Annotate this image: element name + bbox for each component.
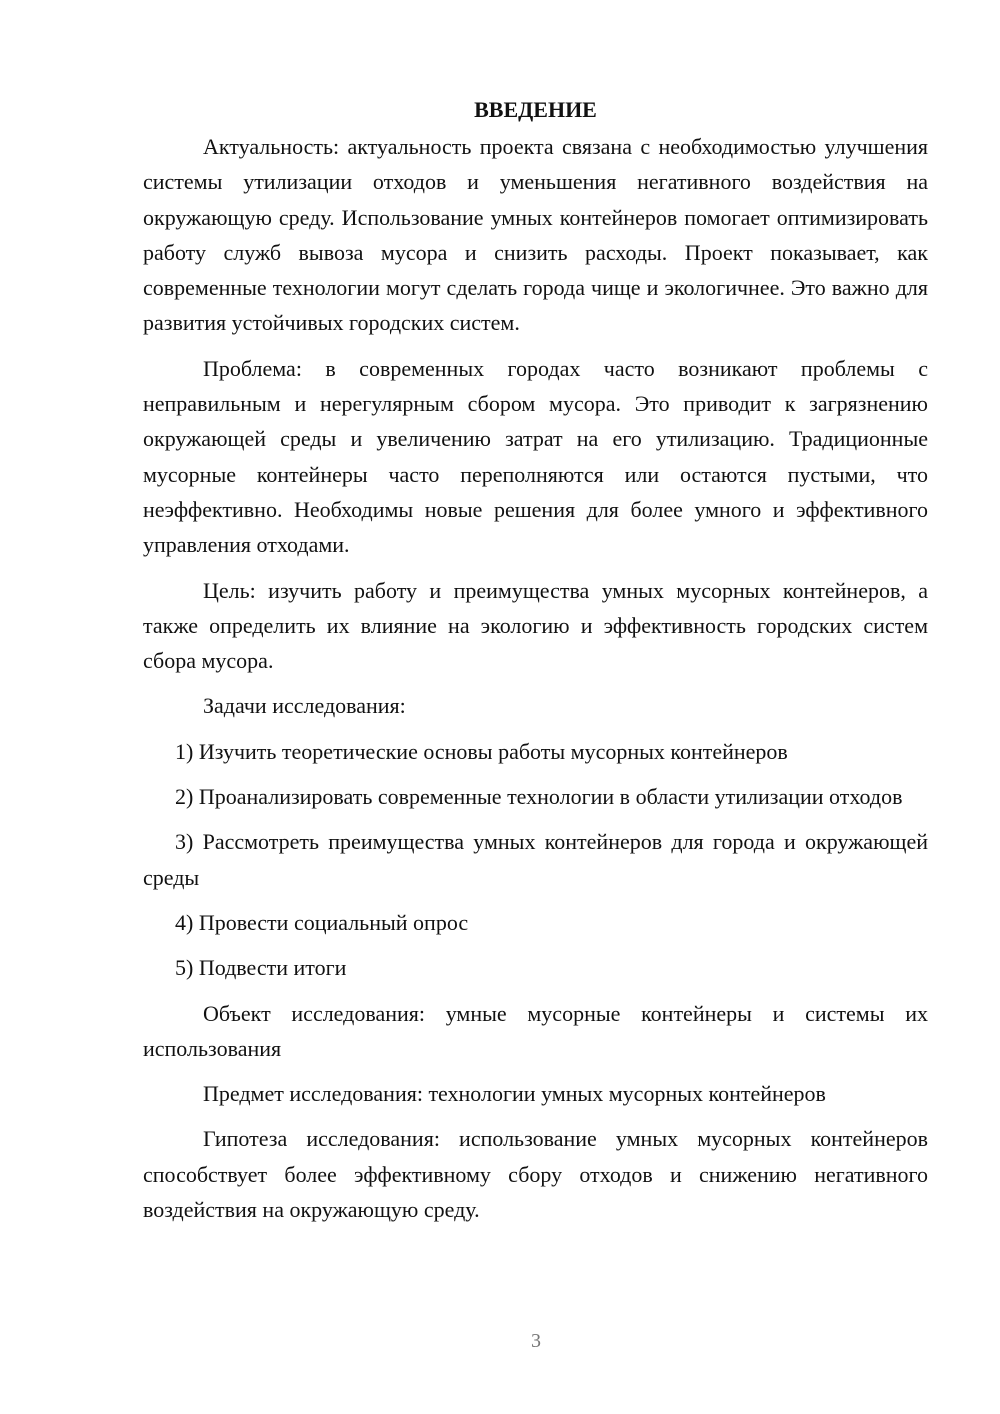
tasks-heading: Задачи исследования: [203, 693, 406, 719]
page-number: 3 [531, 1330, 541, 1352]
page-title: ВВЕДЕНИЕ [474, 97, 597, 122]
goal-paragraph: Цель: изучить работу и преимущества умных мусорных контейнеров, а также определить их влияние на экологию и эффективность городских систем сбора мусора. [143, 577, 928, 674]
task-item: 3) Рассмотреть преимущества умных контейнеров для города и окружающей среды [143, 829, 928, 890]
task-item: 5) Подвести итоги [175, 955, 347, 981]
subject-paragraph: Предмет исследования: технологии умных мусорных контейнеров [203, 1081, 826, 1107]
document-page [143, 92, 928, 1237]
problem-paragraph: Проблема: в современных городах часто возникают проблемы с неправильным и нерегулярным сбором мусора. Это приводит к загрязнению окружающей среды и увеличению затрат на его утилизацию. Традиционные мусорные контейнеры часто переполняются или остаются пустыми, что неэффективно. Необходимы новые решения для более умного и эффективного управления отходами. [143, 355, 928, 558]
relevance-paragraph: Актуальность: актуальность проекта связана с необходимостью улучшения системы утилизации отходов и уменьшения негативного воздействия на окружающую среду. Использование умных контейнеров помогает оптимизировать работу служб вывоза мусора и снизить расходы. Проект показывает, как современные технологии могут сделать города чище и экологичнее. Это важно для развития устойчивых городских систем. [143, 134, 928, 336]
hypothesis-paragraph: Гипотеза исследования: использование умных мусорных контейнеров способствует более эффективному сбору отходов и снижению негативного воздействия на окружающую среду. [143, 1126, 928, 1223]
task-item: 1) Изучить теоретические основы работы мусорных контейнеров [175, 738, 788, 764]
task-item: 4) Провести социальный опрос [175, 909, 469, 935]
object-paragraph: Объект исследования: умные мусорные контейнеры и системы их использования [143, 1000, 928, 1061]
task-item: 2) Проанализировать современные технологии в области утилизации отходов [175, 784, 903, 810]
